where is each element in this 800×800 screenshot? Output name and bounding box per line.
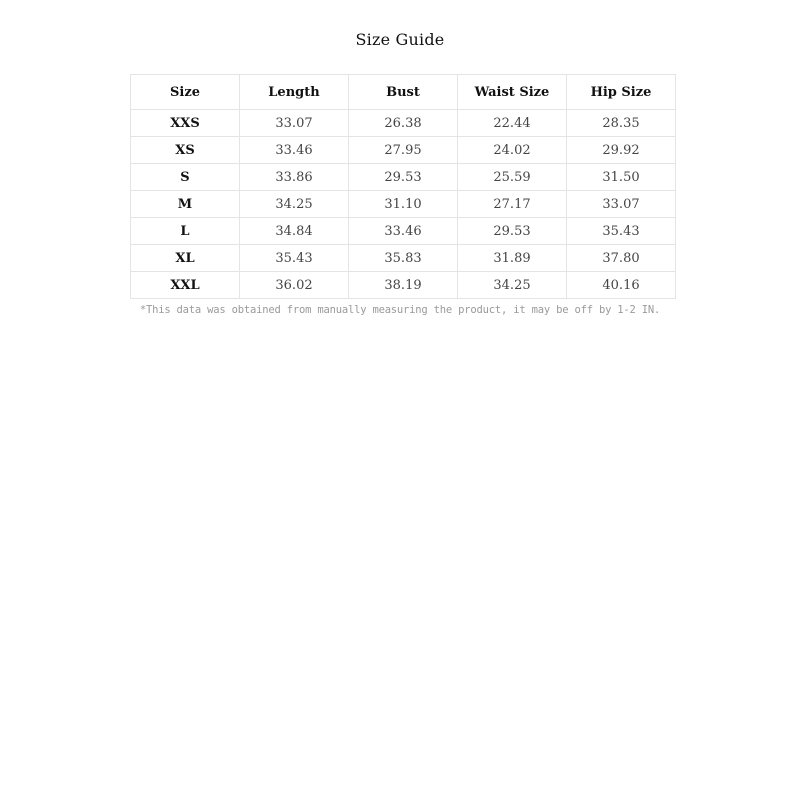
measurement-disclaimer: *This data was obtained from manually measuring the product, it may be off by 1-2 IN. [139, 304, 661, 316]
table-row [131, 191, 676, 218]
table-body [131, 110, 676, 299]
bust-cell: 33.46 [349, 218, 458, 245]
hip-size-cell: 40.16 [567, 272, 676, 299]
header-row [131, 75, 676, 110]
length-cell: 34.84 [240, 218, 349, 245]
hip-size-cell: 37.80 [567, 245, 676, 272]
waist-size-cell: 31.89 [458, 245, 567, 272]
table-row [131, 272, 676, 299]
size-cell: XL [131, 245, 240, 272]
length-cell: 33.86 [240, 164, 349, 191]
length-cell: 34.25 [240, 191, 349, 218]
length-cell: 36.02 [240, 272, 349, 299]
waist-size-cell: 22.44 [458, 110, 567, 137]
page-title: Size Guide [355, 30, 445, 49]
column-header-length: Length [240, 75, 349, 110]
hip-size-cell: 31.50 [567, 164, 676, 191]
bust-cell: 27.95 [349, 137, 458, 164]
size-cell: M [131, 191, 240, 218]
column-header-bust: Bust [349, 75, 458, 110]
size-cell: S [131, 164, 240, 191]
table-row [131, 245, 676, 272]
length-cell: 35.43 [240, 245, 349, 272]
bust-cell: 35.83 [349, 245, 458, 272]
waist-size-cell: 27.17 [458, 191, 567, 218]
bust-cell: 29.53 [349, 164, 458, 191]
waist-size-cell: 34.25 [458, 272, 567, 299]
size-cell: L [131, 218, 240, 245]
table-row [131, 218, 676, 245]
length-cell: 33.46 [240, 137, 349, 164]
bust-cell: 31.10 [349, 191, 458, 218]
bust-cell: 26.38 [349, 110, 458, 137]
hip-size-cell: 35.43 [567, 218, 676, 245]
size-cell: XXL [131, 272, 240, 299]
column-header-size: Size [131, 75, 240, 110]
table-row [131, 110, 676, 137]
bust-cell: 38.19 [349, 272, 458, 299]
table-row [131, 137, 676, 164]
column-header-waist-size: Waist Size [458, 75, 567, 110]
size-cell: XXS [131, 110, 240, 137]
hip-size-cell: 33.07 [567, 191, 676, 218]
size-cell: XS [131, 137, 240, 164]
waist-size-cell: 24.02 [458, 137, 567, 164]
waist-size-cell: 25.59 [458, 164, 567, 191]
length-cell: 33.07 [240, 110, 349, 137]
waist-size-cell: 29.53 [458, 218, 567, 245]
hip-size-cell: 28.35 [567, 110, 676, 137]
hip-size-cell: 29.92 [567, 137, 676, 164]
size-guide-table [130, 74, 676, 299]
table-header [131, 75, 676, 110]
column-header-hip-size: Hip Size [567, 75, 676, 110]
table-row [131, 164, 676, 191]
